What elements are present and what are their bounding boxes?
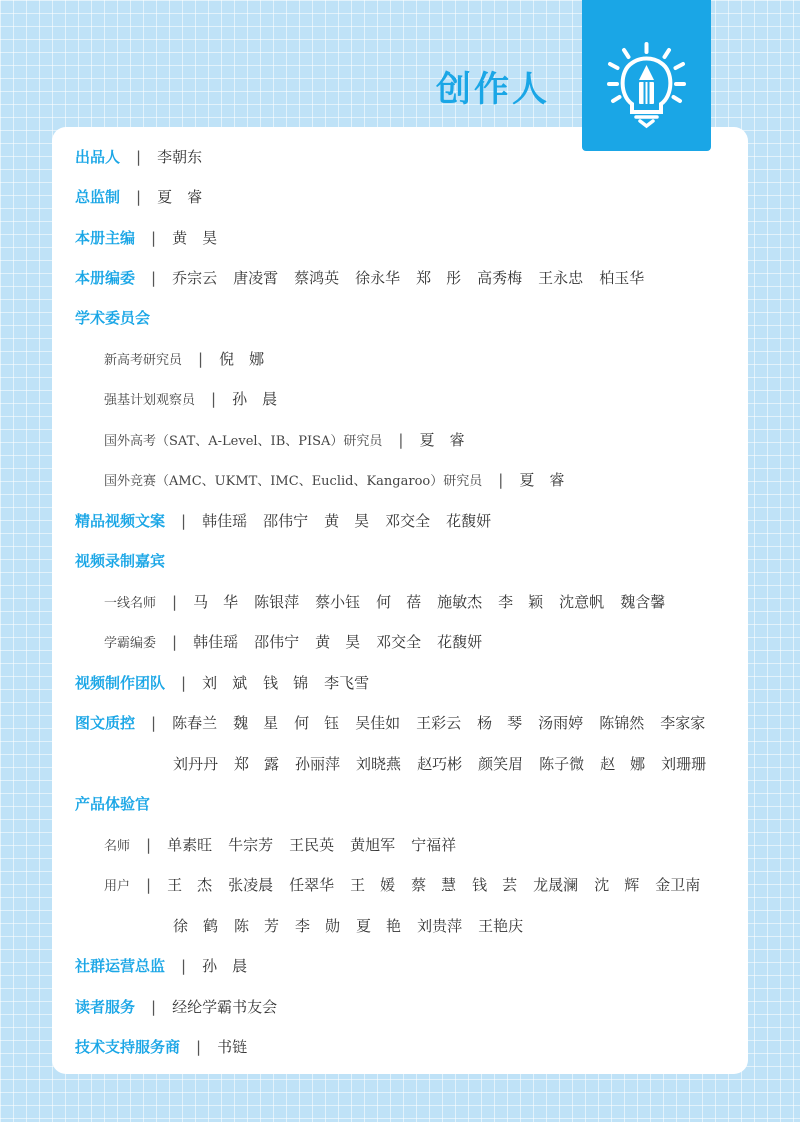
row-label: 图文质控: [75, 714, 136, 732]
person-name: 汤雨婷: [538, 714, 584, 732]
person-name: 刘晓燕: [356, 755, 402, 773]
person-name: 黄 昊: [172, 229, 218, 247]
person-name: 沈意帆: [559, 593, 605, 611]
credit-row-frontline-teachers: [104, 591, 681, 613]
person-name: 任翠华: [289, 876, 335, 894]
credit-row-famous-teachers: [104, 834, 472, 856]
person-name: 刘丹丹: [173, 755, 219, 773]
row-label: 用户: [104, 879, 131, 894]
person-name: 王 杰: [167, 876, 213, 894]
person-name: 魏含馨: [620, 593, 666, 611]
credit-row-chief-editor: [75, 227, 233, 249]
separator: |: [211, 390, 217, 408]
person-name: 柏玉华: [599, 269, 645, 287]
person-name: 郑 露: [234, 755, 280, 773]
separator: |: [181, 674, 187, 692]
person-name: 蔡 慧: [411, 876, 457, 894]
person-name: 钱 芸: [472, 876, 518, 894]
person-name: 颜笑眉: [478, 755, 524, 773]
person-name: 何 钰: [294, 714, 340, 732]
credit-row-editorial-board: [75, 267, 660, 289]
person-name: 刘贵萍: [417, 917, 463, 935]
row-label: 新高考研究员: [104, 353, 183, 368]
person-name: 夏 睿: [419, 431, 465, 449]
person-name: 赵巧彬: [417, 755, 463, 773]
separator: |: [181, 957, 187, 975]
person-name: 钱 锦: [263, 674, 309, 692]
row-label: 强基计划观察员: [104, 393, 196, 408]
row-label: 国外竞赛（AMC、UKMT、IMC、Euclid、Kangaroo）研究员: [104, 474, 483, 489]
person-name: 邵伟宁: [263, 512, 309, 530]
person-name: 高秀梅: [477, 269, 523, 287]
separator: |: [198, 350, 204, 368]
credit-row-users-continued: [173, 915, 539, 937]
person-name: 陈银萍: [254, 593, 300, 611]
person-name: 金卫南: [655, 876, 701, 894]
person-name: 李朝东: [157, 148, 203, 166]
person-name: 龙晟澜: [533, 876, 579, 894]
section-label: 学术委员会: [75, 309, 151, 327]
person-name: 吴佳如: [355, 714, 401, 732]
person-name: 李 颖: [498, 593, 544, 611]
person-name: 孙丽萍: [295, 755, 341, 773]
person-name: 唐凌霄: [233, 269, 279, 287]
person-name: 王 媛: [350, 876, 396, 894]
person-name: 王艳庆: [478, 917, 524, 935]
row-label: 社群运营总监: [75, 957, 166, 975]
credit-row-foreign-contest-researcher: [104, 469, 580, 491]
person-name: 韩佳瑶: [202, 512, 248, 530]
person-name: 宁福祥: [411, 836, 457, 854]
person-name: 陈 芳: [234, 917, 280, 935]
row-label: 总监制: [75, 188, 121, 206]
person-name: 李家家: [660, 714, 706, 732]
row-label: 名师: [104, 839, 131, 854]
person-name: 陈春兰: [172, 714, 218, 732]
lightbulb-pencil-icon: [582, 0, 711, 151]
row-label: 精品视频文案: [75, 512, 166, 530]
person-name: 王永忠: [538, 269, 584, 287]
person-name: 夏 睿: [157, 188, 203, 206]
person-name: 李飞雪: [324, 674, 370, 692]
credit-row-qiangji-observer: [104, 388, 293, 410]
person-name: 黄 昊: [324, 512, 370, 530]
person-name: 李 勋: [295, 917, 341, 935]
person-name: 倪 娜: [219, 350, 265, 368]
person-name: 王彩云: [416, 714, 462, 732]
person-name: 杨 琴: [477, 714, 523, 732]
credit-row-community-director: [75, 955, 263, 977]
separator: |: [136, 188, 142, 206]
row-label: 一线名师: [104, 596, 157, 611]
credit-row-quality-control: [75, 712, 721, 734]
separator: |: [172, 633, 178, 651]
person-name: 沈 辉: [594, 876, 640, 894]
row-label: 技术支持服务商: [75, 1038, 181, 1056]
separator: |: [151, 229, 157, 247]
separator: |: [181, 512, 187, 530]
separator: |: [151, 998, 157, 1016]
section-heading-academic-committee: [75, 307, 150, 329]
person-name: 蔡小钰: [315, 593, 361, 611]
person-name: 乔宗云: [172, 269, 218, 287]
credit-row-student-editors: [104, 631, 498, 653]
row-label: 国外高考（SAT、A-Level、IB、PISA）研究员: [104, 434, 383, 449]
person-name: 蔡鸿英: [294, 269, 340, 287]
person-name: 郑 彤: [416, 269, 462, 287]
section-label: 视频录制嘉宾: [75, 552, 166, 570]
person-name: 徐永华: [355, 269, 401, 287]
section-heading-video-guests: [75, 550, 165, 572]
credit-row-gaokao-researcher: [104, 348, 280, 370]
separator: |: [172, 593, 178, 611]
person-name: 施敏杰: [437, 593, 483, 611]
person-name: 邓交全: [385, 512, 431, 530]
person-name: 马 华: [193, 593, 239, 611]
credit-row-producer: [75, 146, 218, 168]
section-heading-product-testers: [75, 793, 150, 815]
credit-row-supervisor: [75, 186, 218, 208]
person-name: 王民英: [289, 836, 335, 854]
person-name: 陈子微: [539, 755, 585, 773]
separator: |: [136, 148, 142, 166]
person-name: 夏 睿: [519, 471, 565, 489]
row-label: 本册编委: [75, 269, 136, 287]
credit-row-reader-service: [75, 996, 293, 1018]
row-label: 读者服务: [75, 998, 136, 1016]
person-name: 徐 鹤: [173, 917, 219, 935]
person-name: 花馥妍: [446, 512, 492, 530]
title-badge: [582, 0, 711, 151]
credit-row-quality-control-continued: [173, 753, 722, 775]
separator: |: [146, 836, 152, 854]
separator: |: [196, 1038, 202, 1056]
person-name: 孙 晨: [232, 390, 278, 408]
credit-row-foreign-exam-researcher: [104, 429, 481, 451]
person-name: 夏 艳: [356, 917, 402, 935]
separator: |: [151, 714, 157, 732]
person-name: 黄旭军: [350, 836, 396, 854]
person-name: 何 蓓: [376, 593, 422, 611]
person-name: 经纶学霸书友会: [172, 998, 278, 1016]
person-name: 书链: [217, 1038, 248, 1056]
person-name: 花馥妍: [437, 633, 483, 651]
person-name: 刘珊珊: [661, 755, 707, 773]
page-title: 创作人: [436, 70, 551, 110]
person-name: 邓交全: [376, 633, 422, 651]
row-label: 学霸编委: [104, 636, 157, 651]
row-label: 出品人: [75, 148, 121, 166]
separator: |: [151, 269, 157, 287]
person-name: 陈锦然: [599, 714, 645, 732]
separator: |: [498, 471, 504, 489]
person-name: 赵 娜: [600, 755, 646, 773]
credit-row-tech-support: [75, 1036, 263, 1058]
person-name: 张凌晨: [228, 876, 274, 894]
person-name: 魏 星: [233, 714, 279, 732]
separator: |: [146, 876, 152, 894]
row-label: 视频制作团队: [75, 674, 166, 692]
credit-row-video-production: [75, 672, 385, 694]
section-label: 产品体验官: [75, 795, 151, 813]
person-name: 孙 晨: [202, 957, 248, 975]
row-label: 本册主编: [75, 229, 136, 247]
person-name: 单素旺: [167, 836, 213, 854]
credit-row-video-copywriting: [75, 510, 507, 532]
person-name: 牛宗芳: [228, 836, 274, 854]
person-name: 黄 昊: [315, 633, 361, 651]
person-name: 邵伟宁: [254, 633, 300, 651]
separator: |: [398, 431, 404, 449]
credit-row-users: [104, 874, 716, 896]
person-name: 刘 斌: [202, 674, 248, 692]
person-name: 韩佳瑶: [193, 633, 239, 651]
